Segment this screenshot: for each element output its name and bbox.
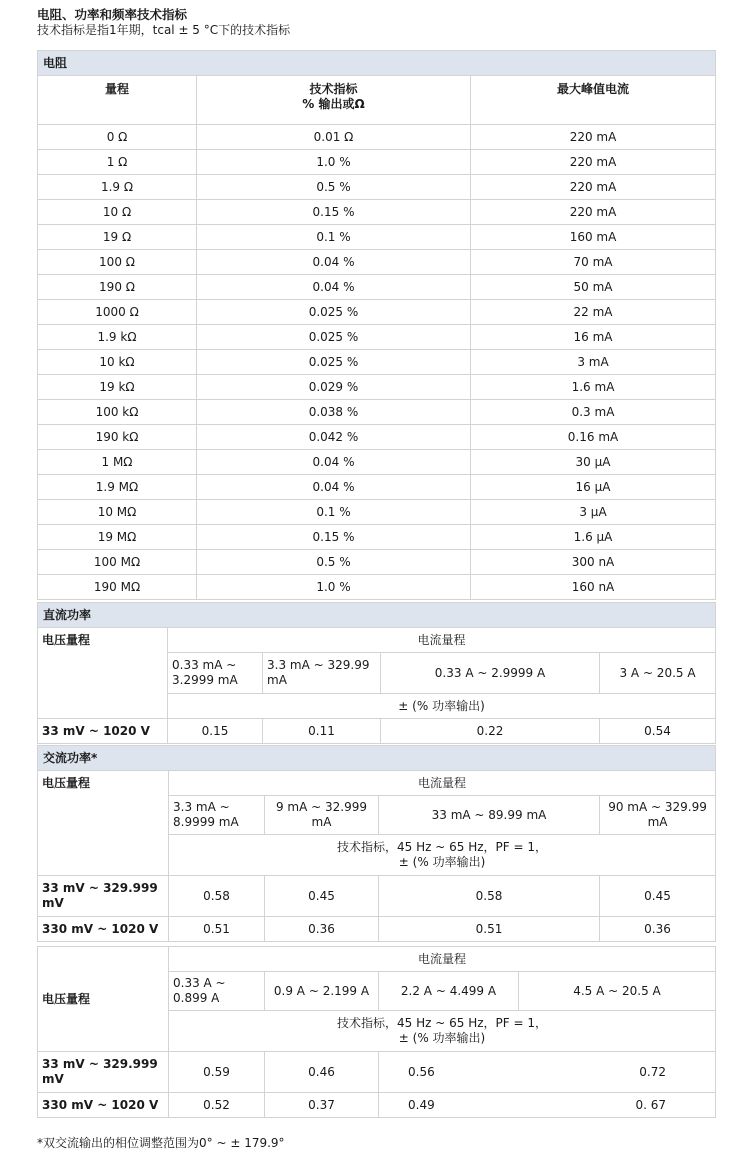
ac-spec-line2: ± (% 功率输出) [398, 855, 486, 869]
current-cell: 220 mA [471, 150, 716, 175]
table-row [38, 175, 716, 200]
spec-cell: 1.0 % [197, 150, 471, 175]
dc-spec-label: ± (% 功率输出) [168, 694, 716, 719]
dc-current-range: 3.3 mA ~ 329.99 mA [263, 653, 381, 694]
range-cell: 190 Ω [38, 275, 197, 300]
range-cell: 100 kΩ [38, 400, 197, 425]
ac-power-table [37, 745, 716, 942]
value-cell: 0.58 [169, 876, 265, 917]
dc-current-range-label: 电流量程 [168, 628, 716, 653]
current-cell: 50 mA [471, 275, 716, 300]
table-row [38, 575, 716, 600]
ac-current-range: 2.2 A ~ 4.499 A [379, 972, 519, 1011]
range-cell: 1.9 kΩ [38, 325, 197, 350]
ac-current-range: 0.9 A ~ 2.199 A [265, 972, 379, 1011]
ac-current-range: 0.33 A ~ 0.899 A [169, 972, 265, 1011]
range-cell: 1 Ω [38, 150, 197, 175]
ac-power-table-high-current [37, 946, 716, 1118]
table-row [38, 1093, 716, 1118]
spec-cell: 0.042 % [197, 425, 471, 450]
page-subtitle: 技术指标是指1年期，tcal ± 5 °C下的技术指标 [37, 23, 291, 37]
resistance-rows [38, 125, 716, 600]
table-row [38, 876, 716, 917]
ac-current-range: 9 mA ~ 32.999 mA [265, 796, 379, 835]
spec-header-line2: % 输出或Ω [302, 97, 365, 111]
dc-current-range: 3 A ~ 20.5 A [600, 653, 716, 694]
max-current-header: 最大峰值电流 [471, 76, 716, 125]
voltage-range-cell: 33 mV ~ 1020 V [38, 719, 168, 744]
value-cell: 0.15 [168, 719, 263, 744]
value-cell: 0.54 [600, 719, 716, 744]
value-cell [379, 1052, 716, 1093]
current-cell: 0.16 mA [471, 425, 716, 450]
table-row [38, 275, 716, 300]
table-row [38, 719, 716, 744]
range-header: 量程 [38, 76, 197, 125]
dc-power-section-header: 直流功率 [38, 603, 716, 628]
range-cell: 19 kΩ [38, 375, 197, 400]
table-row [38, 250, 716, 275]
ac-power-section-header: 交流功率* [38, 746, 716, 771]
spec-cell: 0.04 % [197, 475, 471, 500]
resistance-section-header: 电阻 [38, 51, 716, 76]
current-cell: 22 mA [471, 300, 716, 325]
table-row [38, 917, 716, 942]
current-cell: 70 mA [471, 250, 716, 275]
spec-cell: 0.15 % [197, 525, 471, 550]
range-cell: 190 MΩ [38, 575, 197, 600]
ac-spec-label [169, 835, 716, 876]
spec-cell: 0.04 % [197, 250, 471, 275]
table-row [38, 375, 716, 400]
spec-header-line1: 技术指标 [309, 82, 358, 96]
value-cell: 0.51 [379, 917, 600, 942]
resistance-table [37, 50, 716, 600]
table-row [38, 150, 716, 175]
ac-spec-line2: ± (% 功率输出) [398, 1031, 486, 1045]
table-row [38, 475, 716, 500]
spec-cell: 0.025 % [197, 350, 471, 375]
footnote: *双交流输出的相位调整范围为0° ~ ± 179.9° [37, 1136, 285, 1150]
value-cell-left: 0.49 [408, 1097, 435, 1112]
spec-cell: 1.0 % [197, 575, 471, 600]
range-cell: 190 kΩ [38, 425, 197, 450]
table-row [38, 450, 716, 475]
range-cell: 10 kΩ [38, 350, 197, 375]
value-cell: 0.36 [600, 917, 716, 942]
dc-power-table [37, 602, 716, 744]
table-row [38, 200, 716, 225]
ac-spec-label [169, 1011, 716, 1052]
range-cell: 100 Ω [38, 250, 197, 275]
value-cell: 0.59 [169, 1052, 265, 1093]
current-cell: 220 mA [471, 175, 716, 200]
ac-current-range: 90 mA ~ 329.99 mA [600, 796, 716, 835]
spec-cell: 0.5 % [197, 175, 471, 200]
dc-current-range: 0.33 A ~ 2.9999 A [381, 653, 600, 694]
voltage-range-cell: 330 mV ~ 1020 V [38, 917, 169, 942]
table-row [38, 425, 716, 450]
table-row [38, 525, 716, 550]
current-cell: 3 μA [471, 500, 716, 525]
spec-cell: 0.5 % [197, 550, 471, 575]
value-cell: 0.22 [381, 719, 600, 744]
range-cell: 19 Ω [38, 225, 197, 250]
current-cell: 160 mA [471, 225, 716, 250]
range-cell: 1 MΩ [38, 450, 197, 475]
spec-cell: 0.04 % [197, 275, 471, 300]
current-cell: 160 nA [471, 575, 716, 600]
current-cell: 3 mA [471, 350, 716, 375]
value-cell-right: 0.72 [639, 1064, 666, 1079]
ac-current-range-label: 电流量程 [169, 771, 716, 796]
table-row [38, 225, 716, 250]
range-cell: 1.9 Ω [38, 175, 197, 200]
voltage-range-cell: 33 mV ~ 329.999 mV [38, 1052, 169, 1093]
page-title: 电阻、功率和频率技术指标 [37, 7, 188, 22]
current-cell: 30 μA [471, 450, 716, 475]
spec-cell: 0.04 % [197, 450, 471, 475]
table-row [38, 1052, 716, 1093]
range-cell: 10 MΩ [38, 500, 197, 525]
range-cell: 1.9 MΩ [38, 475, 197, 500]
value-cell [379, 1093, 716, 1118]
voltage-range-cell: 330 mV ~ 1020 V [38, 1093, 169, 1118]
value-cell: 0.37 [265, 1093, 379, 1118]
range-cell: 100 MΩ [38, 550, 197, 575]
value-cell: 0.45 [600, 876, 716, 917]
spec-cell: 0.025 % [197, 325, 471, 350]
value-cell: 0.11 [263, 719, 381, 744]
ac-current-range-label: 电流量程 [169, 947, 716, 972]
spec-cell: 0.038 % [197, 400, 471, 425]
range-cell: 19 MΩ [38, 525, 197, 550]
table-row [38, 400, 716, 425]
ac-spec-line1: 技术指标，45 Hz ~ 65 Hz，PF = 1， [337, 1016, 547, 1030]
value-cell: 0.51 [169, 917, 265, 942]
current-cell: 300 nA [471, 550, 716, 575]
current-cell: 16 μA [471, 475, 716, 500]
value-cell-left: 0.56 [408, 1064, 435, 1079]
table-row [38, 325, 716, 350]
spec-cell: 0.15 % [197, 200, 471, 225]
value-cell-right: 0. 67 [635, 1097, 666, 1112]
range-cell: 10 Ω [38, 200, 197, 225]
table-row [38, 350, 716, 375]
dc-voltage-range-label: 电压量程 [38, 628, 168, 719]
spec-header [197, 76, 471, 125]
ac-current-range: 3.3 mA ~ 8.9999 mA [169, 796, 265, 835]
current-cell: 0.3 mA [471, 400, 716, 425]
current-cell: 220 mA [471, 200, 716, 225]
current-cell: 220 mA [471, 125, 716, 150]
value-cell: 0.36 [265, 917, 379, 942]
value-cell: 0.58 [379, 876, 600, 917]
voltage-range-cell: 33 mV ~ 329.999 mV [38, 876, 169, 917]
table-row [38, 125, 716, 150]
current-cell: 1.6 μA [471, 525, 716, 550]
value-cell: 0.46 [265, 1052, 379, 1093]
table-row [38, 550, 716, 575]
table-row [38, 500, 716, 525]
dc-current-range: 0.33 mA ~ 3.2999 mA [168, 653, 263, 694]
ac-spec-line1: 技术指标，45 Hz ~ 65 Hz，PF = 1， [337, 840, 548, 854]
value-cell: 0.52 [169, 1093, 265, 1118]
range-cell: 1000 Ω [38, 300, 197, 325]
ac-voltage-range-label: 电压量程 [38, 771, 169, 876]
ac-current-range: 4.5 A ~ 20.5 A [519, 972, 716, 1011]
current-cell: 1.6 mA [471, 375, 716, 400]
spec-cell: 0.1 % [197, 500, 471, 525]
range-cell: 0 Ω [38, 125, 197, 150]
spec-cell: 0.01 Ω [197, 125, 471, 150]
current-cell: 16 mA [471, 325, 716, 350]
ac-current-range: 33 mA ~ 89.99 mA [379, 796, 600, 835]
spec-cell: 0.1 % [197, 225, 471, 250]
table-row [38, 300, 716, 325]
ac-voltage-range-label: 电压量程 [38, 947, 169, 1052]
spec-cell: 0.025 % [197, 300, 471, 325]
spec-cell: 0.029 % [197, 375, 471, 400]
value-cell: 0.45 [265, 876, 379, 917]
